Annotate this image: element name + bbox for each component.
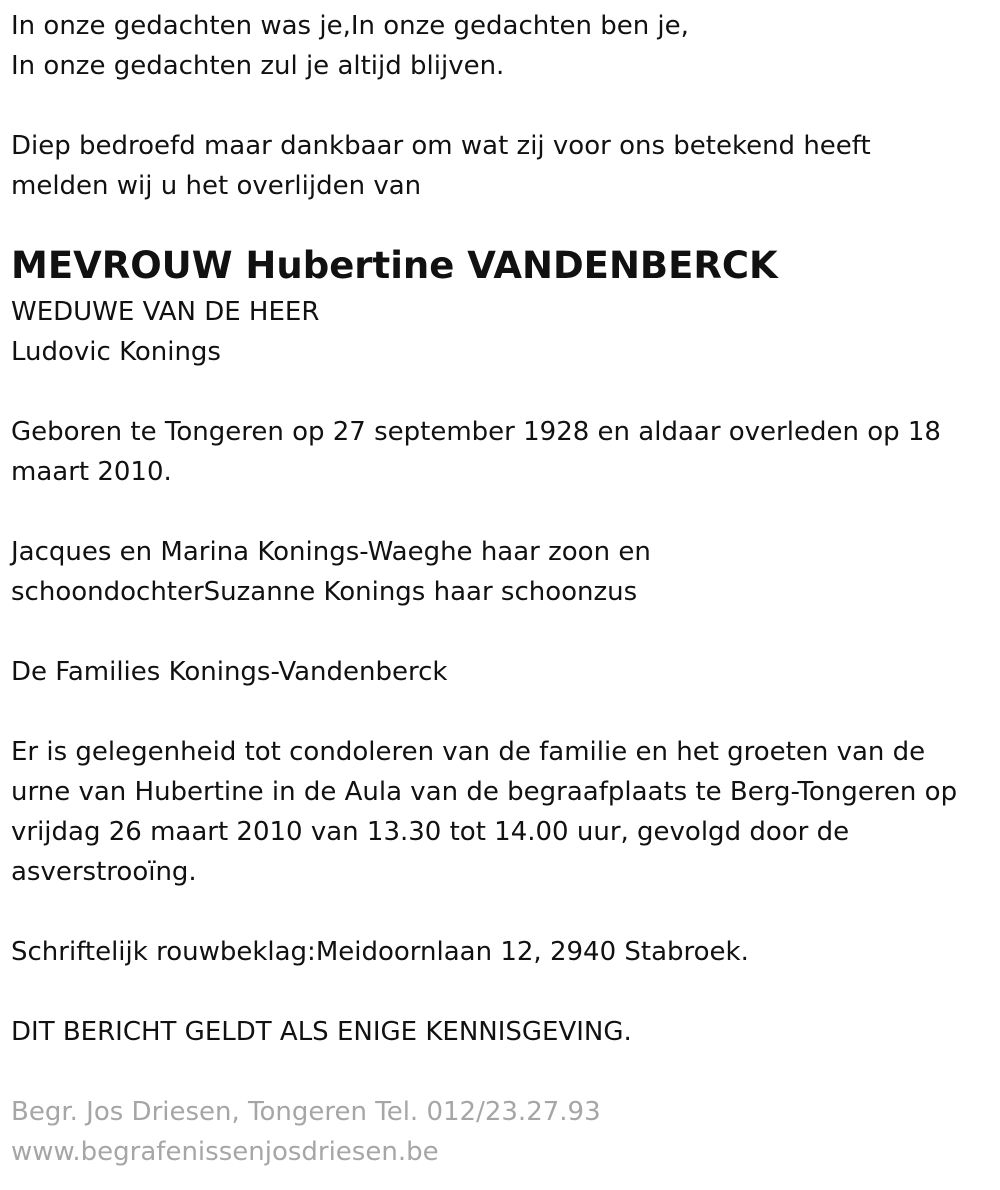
birth-death-line-1: Geboren te Tongeren op 27 september 1928 en aldaar overleden op 18	[11, 417, 941, 447]
deceased-name: MEVROUW Hubertine VANDENBERCK	[11, 244, 778, 287]
ceremony-line-1: Er is gelegenheid tot condoleren van de familie en het groeten van de	[11, 737, 926, 767]
notice-line: DIT BERICHT GELDT ALS ENIGE KENNISGEVING.	[11, 1017, 632, 1047]
ceremony-line-4: asverstrooïng.	[11, 857, 197, 887]
footer-section	[11, 1092, 1000, 1172]
intro-line-1: Diep bedroefd maar dankbaar om wat zij voor ons betekend heeft	[11, 131, 871, 161]
birth-death-section	[11, 412, 1000, 492]
family-section	[11, 532, 1000, 612]
undertaker-info: Begr. Jos Driesen, Tongeren Tel. 012/23.27.93	[11, 1097, 601, 1127]
poem-line-1: In onze gedachten was je,In onze gedachten ben je,	[11, 11, 689, 41]
birth-death-line-2: maart 2010.	[11, 457, 172, 487]
ceremony-line-2: urne van Hubertine in de Aula van de begraafplaats te Berg-Tongeren op	[11, 777, 958, 807]
deceased-section	[11, 240, 1000, 372]
condolence-address: Schriftelijk rouwbeklag:Meidoornlaan 12, 2940 Stabroek.	[11, 937, 749, 967]
undertaker-website[interactable]: www.begrafenissenjosdriesen.be	[11, 1137, 439, 1167]
deceased-spouse: Ludovic Konings	[11, 337, 221, 367]
deceased-status: WEDUWE VAN DE HEER	[11, 297, 320, 327]
ceremony-section	[11, 732, 1000, 892]
ceremony-line-3: vrijdag 26 maart 2010 van 13.30 tot 14.00 uur, gevolgd door de	[11, 817, 850, 847]
poem-section	[11, 6, 1000, 86]
intro-section	[11, 126, 1000, 206]
intro-line-2: melden wij u het overlijden van	[11, 171, 422, 201]
poem-line-2: In onze gedachten zul je altijd blijven.	[11, 51, 505, 81]
family-line-1: Jacques en Marina Konings-Waeghe haar zoon en	[11, 537, 651, 567]
families-line: De Families Konings-Vandenberck	[11, 657, 448, 687]
family-line-2: schoondochterSuzanne Konings haar schoonzus	[11, 577, 638, 607]
